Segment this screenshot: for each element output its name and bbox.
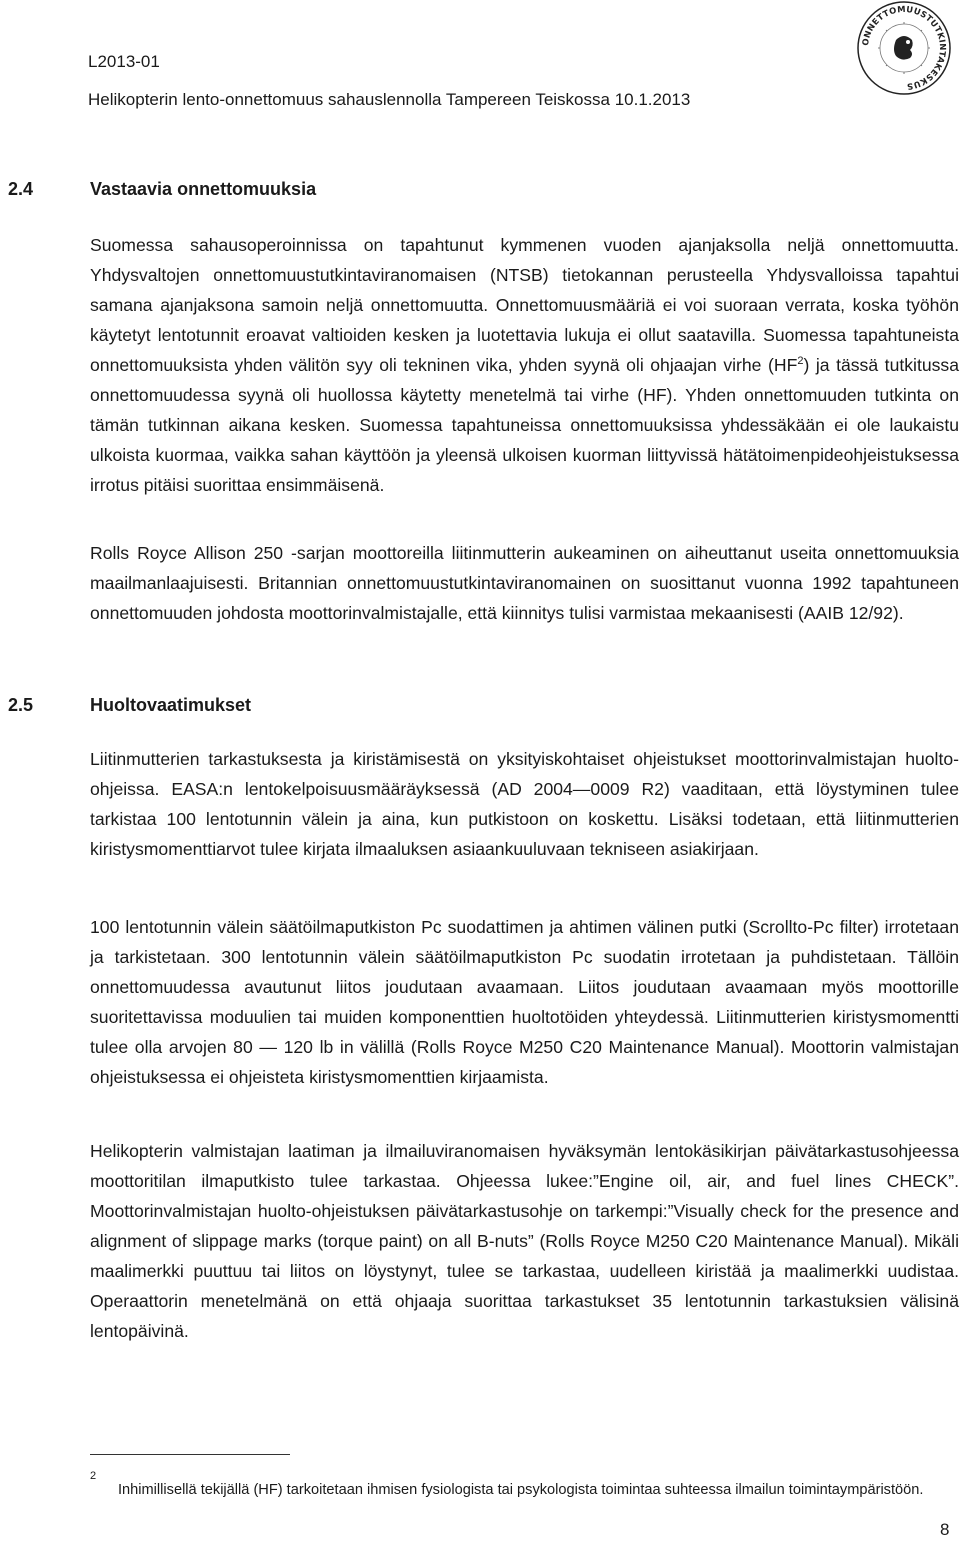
section-title: Vastaavia onnettomuuksia: [90, 179, 317, 199]
logo-ring-text: ONNETTOMUUSTUTKINTAKESKUS: [859, 3, 949, 92]
footnote-ref: 2: [797, 355, 804, 368]
section-title: Huoltovaatimukset: [90, 695, 252, 715]
body-paragraph: Suomessa sahausoperoinnissa on tapahtunut kymmenen vuoden ajanjaksolla neljä onnettomuutta. Yhdysvaltojen onnettomuustutkintaviranomaisen (NTSB) tietokannan perusteella Yhdysvalloissa tapahtui samana ajanjaksona samoin neljä onnettomuutta. Onnettomuusmääriä ei voi suoraan verrata, koska työhön käytetyt lentotunnit eroavat valtioiden kesken ja luotettavia lukuja ei ollut saatavilla. Suomessa tapahtuneista onnettomuuksista yhden välitön syy oli tekninen vika, yhden syynä oli ohjaajan virhe $(HF^2)$ ja tässä tutkitussa onnettomuudessa syynä oli huollossa käytetty menetelmä tai virhe (HF). Yhden onnettomuuden tutkinta on tämän tutkinnan aikana kesken. Suomessa tapahtuneissa onnettomuuksissa yhdessäkään ei ole laukaistu ulkoista kuormaa, vaikka sahan käyttöön ja yleensä ulkoisen kuorman liittyvissä hätätoimenpideohjeistuksessa irrotus pitäisi suorittaa ensimmäisenä.: [90, 235, 959, 495]
onnettomuustutkintakeskus-logo: [856, 0, 952, 96]
body-paragraph: Rolls Royce Allison 250 -sarjan moottoreilla liitinmutterin aukeaminen on aiheuttanut useita onnettomuuksia maailmanlaajuisesti. Britannian onnettomuustutkintaviranomainen on suosittanut vuonna 1992 tapahtuneen onnettomuuden johdosta moottorinvalmistajalle, että kiinnitys tulisi varmistaa mekaanisesti (AAIB 12/92).: [90, 543, 959, 623]
footnote-divider: [90, 1454, 290, 1455]
report-subtitle: Helikopterin lento-onnettomuus sahauslennolla Tampereen Teiskossa 10.1.2013: [88, 90, 691, 109]
section-number: 2.5: [8, 695, 34, 715]
page-header: [88, 50, 690, 112]
body-paragraph: Helikopterin valmistajan laatiman ja ilmailuviranomaisen hyväksymän lentokäsikirjan päivätarkastusohjeessa moottoritilan ilmaputkisto tulee tarkastaa. Ohjeessa lukee:”Engine oil, air, and fuel lines CHECK”. Moottorinvalmistajan huolto-ohjeistuksen päivätarkastusohje on tarkempi:”Visually check for the presence and alignment of slippage marks (torque paint) on all B-nuts” (Rolls Royce M250 C20 Maintenance Manual). Mikäli maalimerkki puuttuu tai liitos on löystynyt, tulee se tarkastaa, uudelleen kiristää ja maalimerkki uudistaa. Operaattorin menetelmänä on että ohjaaja suorittaa tarkastukset 35 lentotunnin tarkastuksien välisinä lentopäivinä.: [90, 1141, 959, 1341]
footnote-text: Inhimillisellä tekijällä (HF) tarkoitetaan ihmisen fysiologista tai psykologista toimintaa suhteessa ilmailun toimintaympäristöön.: [118, 1482, 924, 1498]
footnote-mark: 2: [90, 1470, 97, 1482]
finnish-lion-emblem-icon: [894, 36, 913, 60]
report-id: L2013-01: [88, 52, 160, 71]
page-number: 8: [940, 1520, 950, 1539]
body-paragraph: Liitinmutterien tarkastuksesta ja kiristämisestä on yksityiskohtaiset ohjeistukset moottorinvalmistajan huolto-ohjeissa. EASA:n lentokelpoisuusmääräyksessä (AD 2004—0009 R2) vaaditaan, että löystyminen tulee tarkistaa 100 lentotunnin välein ja aina, kun putkistoon on koskettu. Lisäksi todetaan, että liitinmutterien kiristysmomenttiarvot tulee kirjata ilmaaluksen asiaankuuluvaan tekniseen asiakirjaan.: [90, 749, 959, 859]
section-number: 2.4: [8, 179, 34, 199]
body-paragraph: 100 lentotunnin välein säätöilmaputkiston Pc suodattimen ja ahtimen välinen putki (Scrollto-Pc filter) irrotetaan ja tarkistetaan. 300 lentotunnin välein säätöilmaputkiston Pc suodatin irrotetaan ja puhdistetaan. Tällöin onnettomuudessa avautunut liitos joudutaan avaamaan. Liitos joudutaan avaamaan myös moottorille suoritettavissa moduulien tai muiden komponenttien huoltotöiden yhteydessä. Liitinmutterien kiristysmomentti tulee olla arvojen 80 — 120 lb in välillä (Rolls Royce M250 C20 Maintenance Manual). Moottorin valmistajan ohjeistuksessa ei ohjeisteta kiristysmomenttien kirjaamista.: [90, 917, 959, 1087]
